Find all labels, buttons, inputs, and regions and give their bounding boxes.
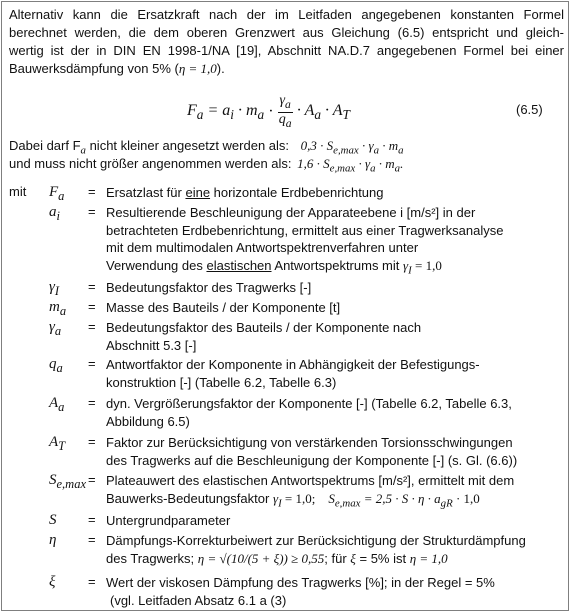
condition-maximum: und muss nicht größer angenommen werden als: $1,6 \cdot S_{e,max} \cdot \gamma_a \cdot m_a$.: [9, 156, 404, 175]
intro-line-4: Bauwerksdämpfung von 5% (η = 1,0).: [9, 61, 225, 76]
intro-line-1: Alternativ kann die Ersatzkraft nach der im Leitfaden angegebenen konstanten Formel: [9, 7, 564, 22]
mit-label: mit: [9, 184, 27, 199]
intro-line-3: wertig ist der in DIN EN 1998-1/NA [19], Abschnitt NA.D.7 angegebenen Formel bei einer: [9, 43, 564, 58]
definition-symbol: $F_a$: [49, 184, 65, 203]
document-page: Alternativ kann die Ersatzkraft nach der im Leitfaden angegebenen konstanten Formel berechnet werden, die dem oberen Grenzwert aus Gleichung (6.5) entspricht und gleich- wertig ist der in DIN EN 1998-1/NA [19], Abschnitt NA.D.7 angegebenen Formel bei einer Bauwerksdämpfung von 5% (η = 1,0). $F_a$ = $a_i$ · $m_a$ · $\frac{\gamma_a}{q_a}$ · $A_a$ · $A_T$ (6.5) Dabei darf $F_a$ nicht kleiner angesetzt werden als: $0,3 \cdot S_{e,max} \cdot \gamma_a \cdot m_a$ und muss nicht größer angenommen werden als: $1,6 \cdot S_{e,max} \cdot \gamma_a \cdot m_a$. mit $F_a$ = Ersatzlast für eine horizontale Erdbebenrichtung $a_i$ = Resultierende Beschleunigung der Apparateebene i [m/s²] in der betrachteten Erdbebenrichtung, ermittelt aus einer Tragwerksanalyse mit dem multimodalen Antwortspektrenverfahren unter Verwendung des elastischen Antwortspektrums mit $\gamma_I = 1,0$ $\gamma_I$ = Bedeutungsfaktor des Tragwerks [-] $m_a$ = Masse des Bauteils / der Komponente [t] $\gamma_a$ = Bedeutungsfaktor des Bauteils / der Komponente nach Abschnitt 5.3 [-] $q_a$ = Antwortfaktor der Komponente in Abhängigkeit der Befestigungs- konstruktion [-] (Tabelle 6.2, Tabelle 6.3) $A_a$ = dyn. Vergrößerungsfaktor der Komponente [-] (Tabelle 6.2, Tabelle 6.3, Abbildung 6.5) $A_T$ = Faktor zur Berücksichtigung von verstärkenden Torsionsschwingungen des Tragwerks auf die Beschleunigung der Komponente [-] (s. Gl. (6.6)) $S_{e,max}$ = Plateauwert des elastischen Antwortspektrums [m/s²], ermittelt mit dem Bauwerks-Bedeutungsfaktor $\gamma_I = 1,0$; $S_{e,max} = 2,5 \cdot S \cdot \eta \cdot a_{gR} \cdot 1,0$ S = Untergrundparameter η = Dämpfungs-Korrekturbeiwert zur Berücksichtigung der Strukturdämpfung des Tragwerks; η = √(10/(5 + ξ)) ≥ 0,55; für ξ = 5% ist η = 1,0 ξ = Wert der viskosen Dämpfung des Tragwerks [%]; in der Regel = 5% (vgl. Leitfaden Absatz 6.1 a (3): [1, 1, 569, 611]
fraction-gamma-over-q: $\frac{\gamma_a}{q_a}$: [278, 93, 292, 130]
intro-paragraph: [9, 6, 564, 78]
condition-minimum: Dabei darf $F_a$ nicht kleiner angesetzt werden als: $0,3 \cdot S_{e,max} \cdot \gamma_a \cdot m_a$: [9, 138, 404, 157]
intro-line-2: berechnet werden, die dem oberen Grenzwert aus Gleichung (6.5) entspricht und gleich-: [9, 25, 564, 40]
equation-6-5: $F_a$ = $a_i$ · $m_a$ · $\frac{\gamma_a}{q_a}$ · $A_a$ · $A_T$ (6.5): [187, 93, 543, 130]
equation-number: (6.5): [516, 102, 543, 117]
